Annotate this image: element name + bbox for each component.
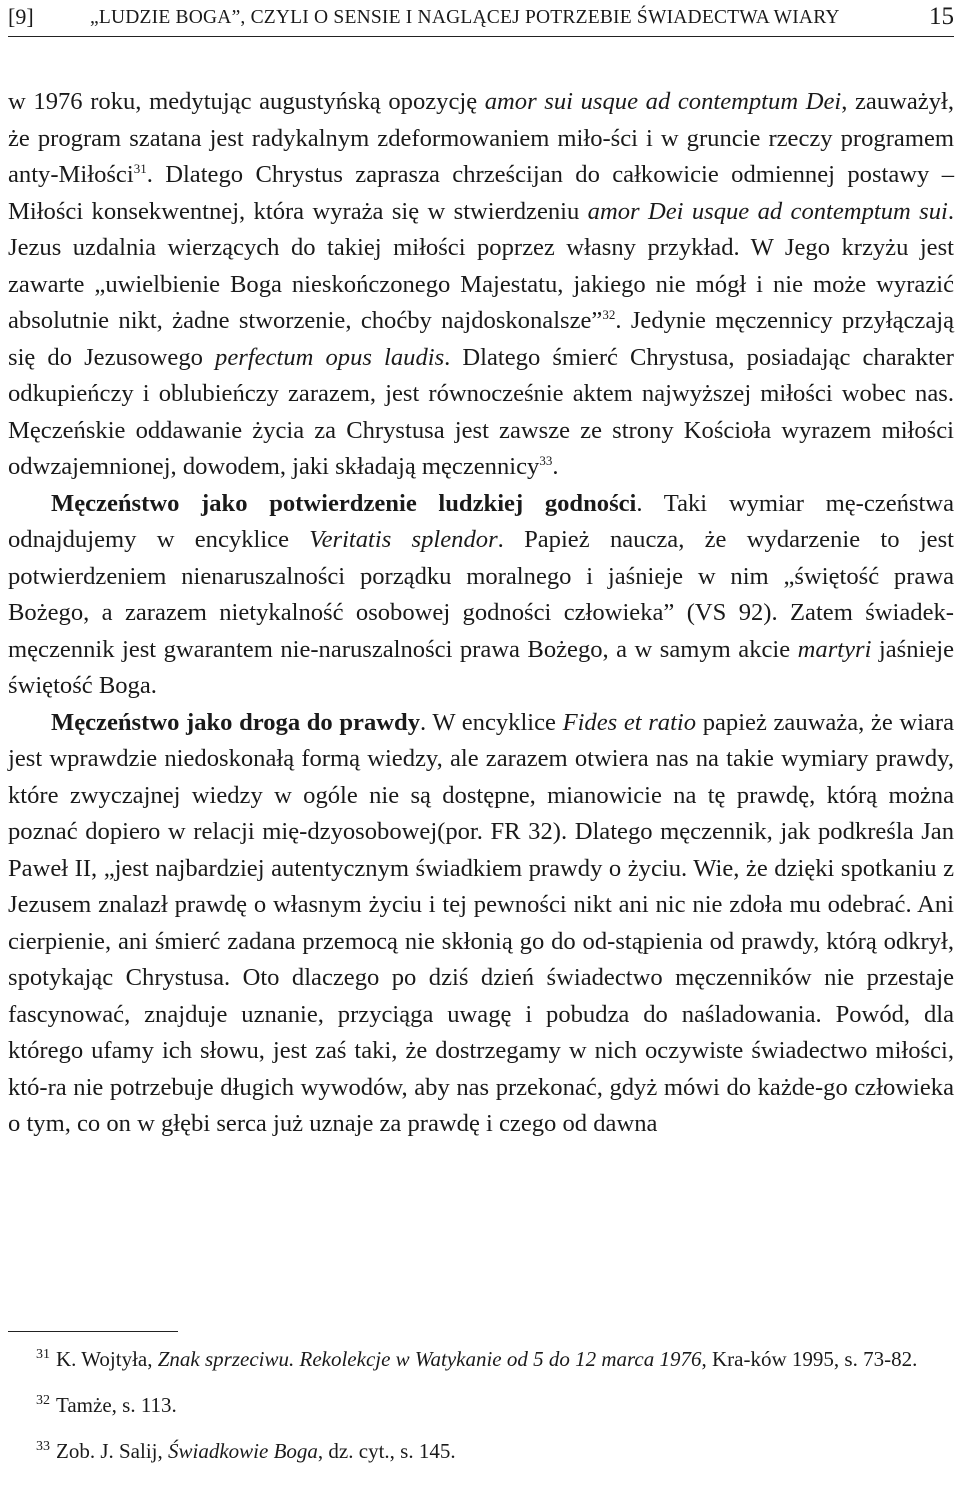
text-run: Tamże, s. 113. <box>56 1393 177 1417</box>
text-run: . Papież naucza, że wydarzenie to jest potwierdzeniem nienaruszalności porządku moralnego i jaśnieje w nim „świętość prawa Bożego, a zarazem nietykalność osobowej godności człowieka” (VS 92). Zatem świadek-męczennik jest gwarantem nie-naruszalności prawa Bożego, a w samym akcie <box>8 526 954 663</box>
text-run: K. Wojtyła, <box>56 1347 158 1371</box>
text-run: , dz. cyt., s. 145. <box>317 1439 456 1463</box>
text-run: Zob. J. Salij, <box>56 1439 169 1463</box>
footnotes <box>8 1344 954 1482</box>
text-run: . Dlatego Chrystus zaprasza chrześcijan do całkowicie odmiennej postawy – Miłości konsekwentnej, która wyraża się w stwierdzeniu <box>8 161 954 225</box>
footnote-number: 31 <box>36 1347 50 1362</box>
footnote-32 <box>8 1390 954 1420</box>
footnote-ref-33[interactable]: 33 <box>539 452 553 468</box>
footnote-number: 33 <box>36 1439 50 1454</box>
section-lead-heading: Męczeństwo jako droga do prawdy <box>51 708 420 736</box>
document-title: Fides et ratio <box>562 708 697 736</box>
text-run: . Jezus uzdalnia wierzących do takiej miłości poprzez własny przykład. W Jego krzyżu jest zawarte „uwielbienie Boga nieskończonego Majestatu, jakiego nie mógł i nie może wyrazić absolutnie nikt, żadne stworzenie, choćby najdoskonalsze” <box>8 197 954 334</box>
document-title: Veritatis splendor <box>309 526 498 553</box>
text-run: , zauważył, że program szatana jest radykalnym zdeformowaniem miło-ści i w gruncie rzeczy programem anty-Miłości <box>8 88 954 188</box>
text-run: . Jedynie męczennicy przyłączają się do Jezusowego <box>8 307 954 371</box>
text-run: , Kra-ków 1995, s. 73-82. <box>701 1347 918 1371</box>
cited-title: Znak sprzeciwu. Rekolekcje w Watykanie od 5 do 12 marca 1976 <box>157 1347 702 1371</box>
latin-phrase: martyri <box>797 635 872 663</box>
section-lead-heading: Męczeństwo jako potwierdzenie ludzkiej godności <box>51 489 637 517</box>
running-title: „LUDZIE BOGA”, CZYLI O SENSIE I NAGLĄCEJ POTRZEBIE ŚWIADECTWA WIARY <box>90 7 840 28</box>
running-header <box>8 2 954 37</box>
footnote-ref-32[interactable]: 32 <box>602 306 616 322</box>
text-run: papież zauważa, że wiara jest wprawdzie niedoskonałą formą wiedzy, ale zarazem otwiera nas na takie wymiary prawdy, które zwyczajnej wiedzy w ogóle nie są dostępne, mianowicie na tę prawdę, którą można poznać dopiero w relacji mię-dzyosobowej(por. FR 32). Dlatego męczennik, jak podkreśla Jan Paweł II, „jest najbardziej autentycznym świadkiem prawdy o życiu. Wie, że dzięki spotkaniu z Jezusem znalazł prawdę o własnym życiu i tej pewności nikt ani nic nie zdoła mu odebrać. Ani cierpienie, ani śmierć zadana przemocą nie skłonią go do od-stąpienia od prawdy, którą odkrył, spotykając Chrystusa. Oto dlaczego po dziś dzień świadectwo męczenników nie przestaje fascynować, znajduje uznanie, przyciąga uwagę i pobudza do naśladowania. Powód, dla którego ufamy ich słowu, jest zaś taki, że dostrzegamy w nich oczywiste świadectwo miłości, któ-ra nie potrzebuje długich wywodów, aby nas przekonać, gdyż mówi do każde-go człowieka o tym, co on w głębi serca już uznaje za prawdę i czego od dawna <box>8 708 954 1137</box>
main-text <box>8 84 954 1143</box>
footnote-separator <box>8 1331 178 1332</box>
text-run: w 1976 roku, medytując augustyńską opozycję <box>8 88 485 115</box>
footnote-ref-31[interactable]: 31 <box>133 160 147 176</box>
text-run: . Dlatego śmierć Chrystusa, posiadając charakter odkupieńczy i oblubieńczy zarazem, jest równocześnie aktem najwyższej miłości wobec nas. Męczeńskie oddawanie życia za Chrystusa jest zawsze ze strony Kościoła wyrazem miłości odwzajemnionej, dowodem, jaki składają męczennicy <box>8 343 954 480</box>
latin-phrase: amor Dei usque ad contemptum sui <box>587 197 948 225</box>
text-run: . W encyklice <box>420 708 563 736</box>
paragraph-2 <box>8 486 954 705</box>
footnote-33 <box>8 1436 954 1466</box>
text-run: jaśnieje świętość Boga. <box>8 635 955 699</box>
footnote-31 <box>8 1344 954 1374</box>
cited-title: Świadkowie Boga <box>168 1439 318 1463</box>
chapter-label: [9] <box>8 4 34 29</box>
text-run: . <box>552 453 559 480</box>
paragraph-1 <box>8 84 954 486</box>
page-number: 15 <box>929 3 954 30</box>
text-run: . Taki wymiar mę-czeństwa odnajdujemy w encyklice <box>8 489 954 553</box>
footnote-number: 32 <box>36 1393 50 1408</box>
latin-phrase: perfectum opus laudis <box>215 343 445 371</box>
paragraph-3 <box>8 705 954 1143</box>
latin-phrase: amor sui usque ad contemptum Dei <box>484 88 842 115</box>
